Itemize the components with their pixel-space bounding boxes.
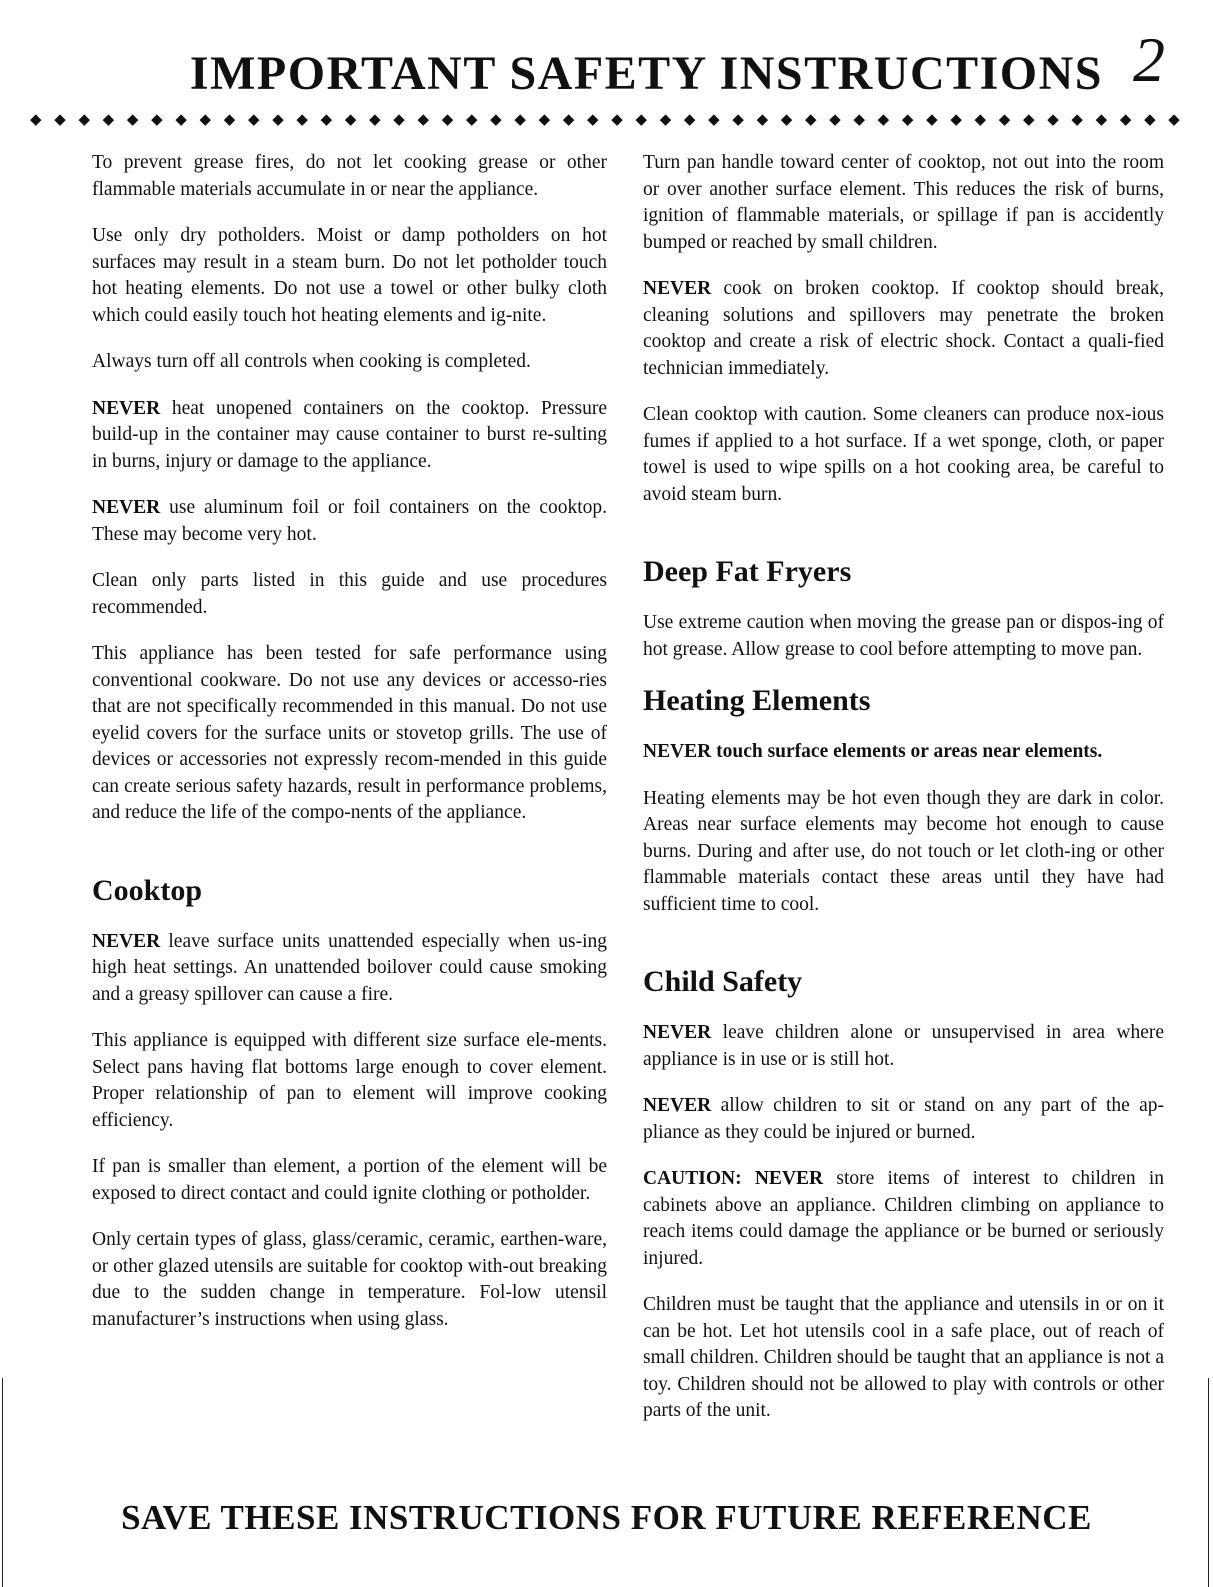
never-emphasis: NEVER bbox=[92, 930, 161, 952]
diamond-icon: ◆ bbox=[320, 111, 333, 128]
diamond-icon: ◆ bbox=[950, 111, 962, 128]
right-edge-line bbox=[1208, 1378, 1209, 1587]
diamond-icon: ◆ bbox=[417, 111, 430, 128]
paragraph-text: cook on broken cooktop. If cooktop should break, cleaning solutions and spillovers may penetrate the broken cooktop and create a risk of electric shock. Contact a quali-fied technician immediately. bbox=[643, 278, 1164, 379]
diamond-icon: ◆ bbox=[1144, 111, 1156, 128]
diamond-icon: ◆ bbox=[126, 111, 139, 128]
never-emphasis: NEVER bbox=[92, 397, 161, 419]
diamond-icon: ◆ bbox=[30, 111, 42, 128]
paragraph-grease-pan: Use extreme caution when moving the grease pan or dispos-ing of hot grease. Allow grease to cool before attempting to move pan. bbox=[643, 612, 1164, 660]
diamond-icon: ◆ bbox=[587, 111, 599, 128]
diamond-icon: ◆ bbox=[78, 111, 90, 128]
paragraph-children-sit bbox=[643, 1093, 1164, 1146]
paragraph-aluminum-foil bbox=[92, 495, 607, 548]
diamond-icon: ◆ bbox=[708, 111, 720, 128]
diamond-icon: ◆ bbox=[877, 111, 890, 128]
diamond-icon: ◆ bbox=[756, 111, 769, 128]
paragraph-element-sizes: This appliance is equipped with different size surface ele-ments. Select pans having flat bottoms large enough to cover element. Proper relationship of pan to element will improve cooking efficiency. bbox=[92, 1030, 607, 1131]
diamond-icon: ◆ bbox=[780, 111, 793, 128]
caution-emphasis: CAUTION: NEVER bbox=[643, 1168, 824, 1189]
paragraph-controls-off: Always turn off all controls when cooking is completed. bbox=[92, 351, 531, 372]
diamond-icon: ◆ bbox=[465, 111, 478, 128]
diamond-icon: ◆ bbox=[562, 111, 575, 128]
diamond-icon: ◆ bbox=[1168, 111, 1180, 128]
paragraph-text: leave surface units unattended especially when us-ing high heat settings. An unattended boilover could cause smoking and a greasy spillover can cause a fire. bbox=[92, 930, 607, 1005]
page-title: IMPORTANT SAFETY INSTRUCTIONS bbox=[189, 47, 1103, 100]
diamond-icon: ◆ bbox=[344, 111, 357, 128]
diamond-icon: ◆ bbox=[272, 111, 284, 128]
heading-cooktop: Cooktop bbox=[92, 873, 203, 907]
diamond-icon: ◆ bbox=[805, 111, 817, 128]
diamond-icon: ◆ bbox=[853, 111, 865, 128]
heading-heating-elements: Heating Elements bbox=[643, 684, 871, 717]
paragraph-clean-parts: Clean only parts listed in this guide and use procedures recommended. bbox=[92, 570, 607, 618]
paragraph-teach-children: Children must be taught that the appliance and utensils in or on it can be hot. Let hot utensils cool in a safe place, out of reach of small children. Children should be taught that an appliance is not a toy. Children should not be allowed to play with controls or other parts of the unit. bbox=[643, 1294, 1164, 1421]
left-column bbox=[92, 150, 607, 1353]
never-emphasis: NEVER bbox=[643, 1022, 712, 1043]
diamond-icon: ◆ bbox=[974, 111, 987, 128]
diamond-icon: ◆ bbox=[296, 111, 308, 128]
paragraph-store-items bbox=[643, 1166, 1164, 1272]
paragraph-tested-cookware: This appliance has been tested for safe performance using conventional cookware. Do not use any devices or accesso-ries that are not specifically recommended in this manual. Do not use eyelid covers for the surface units or stovetop grills. The use of devices or accessories not expressly recom-mended in this guide can create serious safety hazards, result in performance problems, and reduce the life of the compo-nents of the appliance. bbox=[92, 643, 607, 823]
diamond-icon: ◆ bbox=[1047, 111, 1059, 128]
paragraph-hot-elements: Heating elements may be hot even though they are dark in color. Areas near surface elements may become hot enough to cause burns. During and after use, do not touch or let cloth-ing or other flammable materials contact these areas until they have had sufficient time to cool. bbox=[643, 787, 1164, 915]
paragraph-small-pan: If pan is smaller than element, a portion of the element will be exposed to direct contact and could ignite clothing or potholder. bbox=[92, 1156, 607, 1204]
diamond-icon: ◆ bbox=[1095, 111, 1108, 128]
paragraph-text: use aluminum foil or foil containers on the cooktop. These may become very hot. bbox=[92, 497, 607, 545]
diamond-icon: ◆ bbox=[611, 111, 623, 128]
paragraph-broken-cooktop bbox=[643, 276, 1164, 382]
diamond-icon: ◆ bbox=[54, 111, 66, 128]
diamond-icon: ◆ bbox=[102, 111, 115, 128]
paragraph-text: store items of interest to children in cabinets above an appliance. Children climbing on appliance to reach items could damage the appliance or be burned or seriously injured. bbox=[643, 1168, 1164, 1269]
diamond-icon: ◆ bbox=[441, 111, 454, 128]
diamond-icon: ◆ bbox=[369, 111, 381, 128]
never-emphasis: NEVER bbox=[643, 1095, 712, 1116]
diamond-icon: ◆ bbox=[247, 111, 260, 128]
paragraph-unopened-containers bbox=[92, 396, 607, 476]
paragraph-text: heat unopened containers on the cooktop. Pressure build-up in the container may cause container to burst re-sulting in burns, injury or damage to the appliance. bbox=[92, 397, 607, 472]
heading-child-safety: Child Safety bbox=[643, 965, 803, 998]
left-edge-line bbox=[2, 1378, 3, 1587]
paragraph-children-alone bbox=[643, 1020, 1164, 1073]
paragraph-unattended-units bbox=[92, 929, 607, 1009]
diamond-icon: ◆ bbox=[490, 111, 502, 128]
diamond-icon: ◆ bbox=[732, 111, 744, 128]
heading-deep-fat-fryers: Deep Fat Fryers bbox=[643, 555, 852, 588]
diamond-icon: ◆ bbox=[901, 111, 914, 128]
diamond-separator bbox=[30, 110, 1180, 130]
right-column bbox=[643, 150, 1164, 1445]
paragraph-potholders: Use only dry potholders. Moist or damp potholders on hot surfaces may result in a steam burn. Do not let potholder touch hot heating elements. Do not use a towel or other bulky cloth which could easily touch hot heating elements and ig-nite. bbox=[92, 225, 607, 326]
page-number: 2 bbox=[1133, 24, 1165, 95]
paragraph-text: allow children to sit or stand on any part of the ap-pliance as they could be injured or burned. bbox=[643, 1095, 1164, 1143]
diamond-icon: ◆ bbox=[926, 111, 938, 128]
warning-touch-elements: NEVER touch surface elements or areas near elements. bbox=[643, 741, 1103, 762]
paragraph-clean-caution: Clean cooktop with caution. Some cleaners can produce nox-ious fumes if applied to a hot surface. If a wet sponge, cloth, or paper towel is used to wipe spills on a hot cooking area, be careful to avoid steam burn. bbox=[643, 404, 1164, 505]
paragraph-grease-fires: To prevent grease fires, do not let cooking grease or other flammable materials accumulate in or near the appliance. bbox=[92, 152, 607, 200]
diamond-icon: ◆ bbox=[538, 111, 551, 128]
diamond-icon: ◆ bbox=[659, 111, 672, 128]
diamond-icon: ◆ bbox=[829, 111, 841, 128]
page-header bbox=[0, 24, 1213, 100]
diamond-icon: ◆ bbox=[151, 111, 163, 128]
paragraph-glass-utensils: Only certain types of glass, glass/ceramic, ceramic, earthen-ware, or other glazed utensils are suitable for cooktop with-out breaking due to the sudden change in temperature. Fol-low utensil manufacturer’s instructions when using glass. bbox=[92, 1229, 607, 1330]
never-emphasis: NEVER bbox=[643, 278, 712, 299]
diamond-icon: ◆ bbox=[223, 111, 236, 128]
diamond-icon: ◆ bbox=[1071, 111, 1083, 128]
diamond-icon: ◆ bbox=[635, 111, 648, 128]
diamond-icon: ◆ bbox=[175, 111, 187, 128]
diamond-icon: ◆ bbox=[998, 111, 1011, 128]
diamond-icon: ◆ bbox=[683, 111, 696, 128]
paragraph-pan-handle: Turn pan handle toward center of cooktop, not out into the room or over another surface element. This reduces the risk of burns, ignition of flammable materials, or spillage if pan is accidently bumped or reached by small children. bbox=[643, 152, 1164, 253]
diamond-icon: ◆ bbox=[199, 111, 212, 128]
paragraph-text: leave children alone or unsupervised in area where appliance is in use or is still hot. bbox=[643, 1022, 1164, 1070]
never-emphasis: NEVER bbox=[92, 497, 161, 518]
diamond-icon: ◆ bbox=[514, 111, 526, 128]
diamond-icon: ◆ bbox=[393, 111, 405, 128]
footer-save-instructions: SAVE THESE INSTRUCTIONS FOR FUTURE REFERENCE bbox=[121, 1498, 1092, 1537]
diamond-icon: ◆ bbox=[1119, 111, 1132, 128]
diamond-icon: ◆ bbox=[1022, 111, 1035, 128]
